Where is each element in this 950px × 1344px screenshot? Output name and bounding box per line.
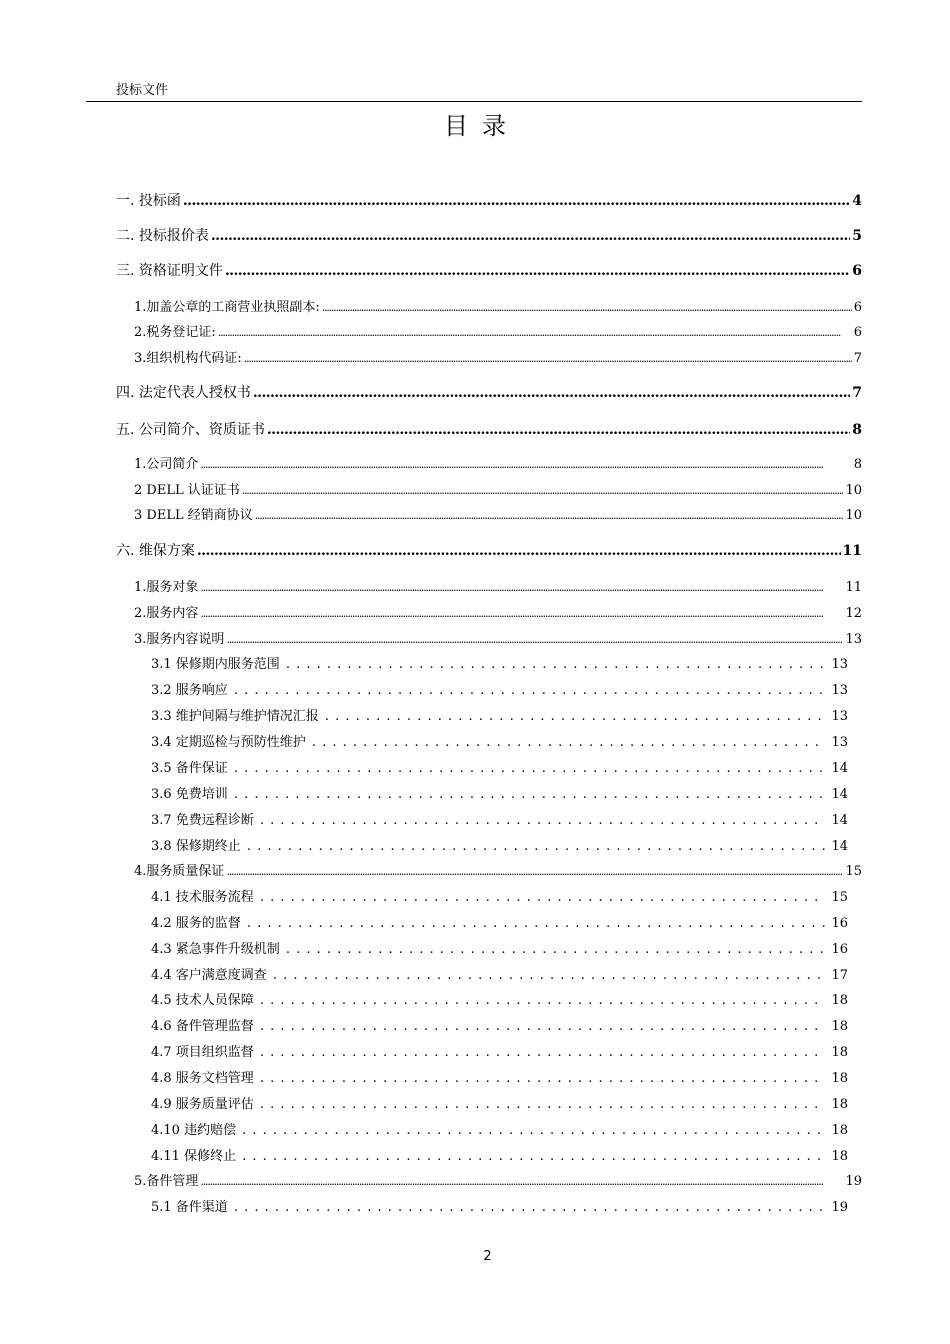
toc-entry-label: 2.税务登记证: [134,325,216,340]
toc-leader-dots [234,785,826,805]
toc-entry-label: 3.2 服务响应 [151,683,228,698]
toc-leader-dots [286,655,826,675]
toc-entry-label: 二. 投标报价表 [116,228,209,244]
toc-entry-page: 16 [831,942,848,957]
toc-entry-page: 15 [845,864,862,879]
toc-entry[interactable] [116,541,862,561]
toc-entry[interactable] [116,261,862,281]
toc-entry[interactable] [151,811,848,831]
toc-entry-label: 4.6 备件管理监督 [151,1019,254,1034]
toc-entry-label: 六. 维保方案 [116,543,195,559]
toc-entry-page: 14 [831,839,848,854]
toc-leader-dots [260,1017,826,1037]
toc-entry[interactable] [151,1095,848,1115]
toc-entry-page: 8 [853,457,862,472]
toc-leader-dots [197,541,841,561]
toc-entry-page: 18 [831,1097,848,1112]
toc-entry-label: 4.1 技术服务流程 [151,890,254,905]
toc-leader-dots [200,1172,843,1192]
toc-entry-label: 3.7 免费远程诊断 [151,813,254,828]
toc-leader-dots [260,1095,826,1115]
toc-leader-dots [267,420,850,440]
toc-entry[interactable] [116,191,862,211]
toc-entry[interactable] [151,1147,848,1167]
toc-entry-page: 13 [845,632,862,647]
toc-entry[interactable] [151,914,848,934]
toc-entry[interactable] [151,1017,848,1037]
toc-leader-dots [226,862,843,882]
page-title: 目录 [444,112,520,140]
toc-leader-dots [211,226,850,246]
toc-entry-label: 3.3 维护间隔与维护情况汇报 [151,709,319,724]
toc-entry-label: 4.服务质量保证 [134,864,225,879]
toc-entry-label: 4.5 技术人员保障 [151,993,254,1008]
toc-entry-page: 19 [831,1200,848,1215]
toc-entry-label: 一. 投标函 [116,193,181,209]
toc-leader-dots [260,1069,826,1089]
toc-entry[interactable] [134,349,862,369]
toc-entry-page: 8 [852,422,862,438]
toc-entry[interactable] [151,681,848,701]
toc-leader-dots [322,298,852,318]
toc-entry-page: 4 [852,193,862,209]
toc-entry[interactable] [116,420,862,440]
toc-entry[interactable] [151,940,848,960]
toc-entry[interactable] [134,481,862,501]
document-header: 投标文件 [116,83,169,98]
toc-entry[interactable] [134,630,862,650]
toc-leader-dots [260,1043,826,1063]
toc-entry[interactable] [151,1198,848,1218]
toc-entry-page: 14 [831,761,848,776]
toc-entry-label: 5.1 备件渠道 [151,1200,228,1215]
toc-entry-page: 6 [853,300,862,315]
toc-leader-dots [218,323,852,343]
toc-entry-page: 13 [831,709,848,724]
toc-entry[interactable] [151,837,848,857]
toc-entry-label: 1.服务对象 [134,580,199,595]
toc-entry-page: 16 [831,916,848,931]
toc-entry-label: 1.公司简介 [134,457,199,472]
toc-entry[interactable] [134,455,862,475]
toc-leader-dots [226,630,843,650]
toc-entry-page: 13 [831,735,848,750]
toc-leader-dots [200,455,851,475]
toc-entry[interactable] [151,1043,848,1063]
toc-leader-dots [242,1121,825,1141]
toc-entry-label: 4.7 项目组织监督 [151,1045,254,1060]
toc-entry[interactable] [134,604,862,624]
toc-leader-dots [234,1198,826,1218]
toc-entry[interactable] [134,862,862,882]
toc-entry-label: 3.1 保修期内服务范围 [151,657,280,672]
toc-entry[interactable] [134,1172,862,1192]
toc-entry[interactable] [151,655,848,675]
toc-leader-dots [247,837,826,857]
toc-entry[interactable] [134,578,862,598]
toc-entry-label: 2 DELL 认证证书 [134,483,240,498]
toc-leader-dots [247,914,826,934]
toc-entry[interactable] [134,298,862,318]
toc-entry-label: 3 DELL 经销商协议 [134,508,253,523]
toc-entry-label: 4.4 客户满意度调查 [151,968,267,983]
toc-entry-page: 7 [852,385,862,401]
toc-entry-label: 1.加盖公章的工商营业执照副本: [134,300,320,315]
toc-entry-page: 11 [845,580,862,595]
toc-leader-dots [183,191,850,211]
toc-leader-dots [312,733,826,753]
toc-entry-page: 7 [853,351,862,366]
toc-entry[interactable] [151,785,848,805]
toc-entry-label: 4.11 保修终止 [151,1149,237,1164]
toc-entry-label: 4.2 服务的监督 [151,916,241,931]
toc-entry-label: 4.9 服务质量评估 [151,1097,254,1112]
toc-entry[interactable] [151,1121,848,1141]
toc-leader-dots [244,349,852,369]
toc-entry-page: 11 [842,543,862,559]
toc-entry-page: 18 [831,1019,848,1034]
toc-entry-label: 3.组织机构代码证: [134,351,242,366]
toc-entry-label: 4.3 紧急事件升级机制 [151,942,280,957]
toc-entry[interactable] [151,966,848,986]
toc-leader-dots [234,759,826,779]
toc-entry[interactable] [134,506,862,526]
toc-entry-page: 10 [845,483,862,498]
toc-leader-dots [325,707,826,727]
toc-entry-page: 18 [831,1045,848,1060]
toc-entry-label: 2.服务内容 [134,606,199,621]
toc-entry-page: 17 [831,968,848,983]
toc-entry-label: 四. 法定代表人授权书 [116,385,251,401]
toc-entry-label: 3.4 定期巡检与预防性维护 [151,735,306,750]
toc-leader-dots [286,940,826,960]
toc-entry-page: 14 [831,813,848,828]
toc-entry[interactable] [116,226,862,246]
toc-leader-dots [242,481,844,501]
toc-entry-page: 10 [845,508,862,523]
toc-entry[interactable] [151,991,848,1011]
toc-entry[interactable] [151,1069,848,1089]
toc-entry-label: 4.10 违约赔偿 [151,1123,237,1138]
toc-entry-page: 5 [852,228,862,244]
toc-leader-dots [242,1147,825,1167]
toc-entry-page: 13 [831,683,848,698]
toc-entry-page: 14 [831,787,848,802]
toc-entry-label: 3.5 备件保证 [151,761,228,776]
toc-entry-page: 6 [852,263,862,279]
toc-entry-label: 3.服务内容说明 [134,632,225,647]
toc-entry-page: 13 [831,657,848,672]
toc-leader-dots [234,681,826,701]
toc-leader-dots [255,506,844,526]
toc-entry-page: 19 [845,1174,862,1189]
toc-entry-page: 18 [831,1123,848,1138]
toc-leader-dots [260,811,826,831]
toc-leader-dots [260,888,826,908]
toc-entry-label: 5.备件管理 [134,1174,199,1189]
toc-entry[interactable] [151,759,848,779]
page-number: 2 [483,1249,492,1264]
toc-entry[interactable] [134,323,862,343]
toc-entry-label: 五. 公司简介、资质证书 [116,422,265,438]
toc-entry[interactable] [151,733,848,753]
toc-leader-dots [253,383,850,403]
toc-leader-dots [225,261,850,281]
toc-entry-label: 4.8 服务文档管理 [151,1071,254,1086]
toc-leader-dots [200,578,843,598]
toc-entry-label: 3.8 保修期终止 [151,839,241,854]
toc-entry-page: 18 [831,993,848,1008]
toc-leader-dots [273,966,826,986]
toc-entry[interactable] [151,707,848,727]
toc-entry-page: 6 [853,325,862,340]
toc-entry-label: 三. 资格证明文件 [116,263,223,279]
toc-entry-page: 15 [831,890,848,905]
toc-entry[interactable] [116,383,862,403]
toc-entry[interactable] [151,888,848,908]
toc-entry-page: 18 [831,1149,848,1164]
toc-entry-page: 12 [845,606,862,621]
toc-entry-label: 3.6 免费培训 [151,787,228,802]
toc-leader-dots [260,991,826,1011]
toc-entry-page: 18 [831,1071,848,1086]
toc-leader-dots [200,604,843,624]
